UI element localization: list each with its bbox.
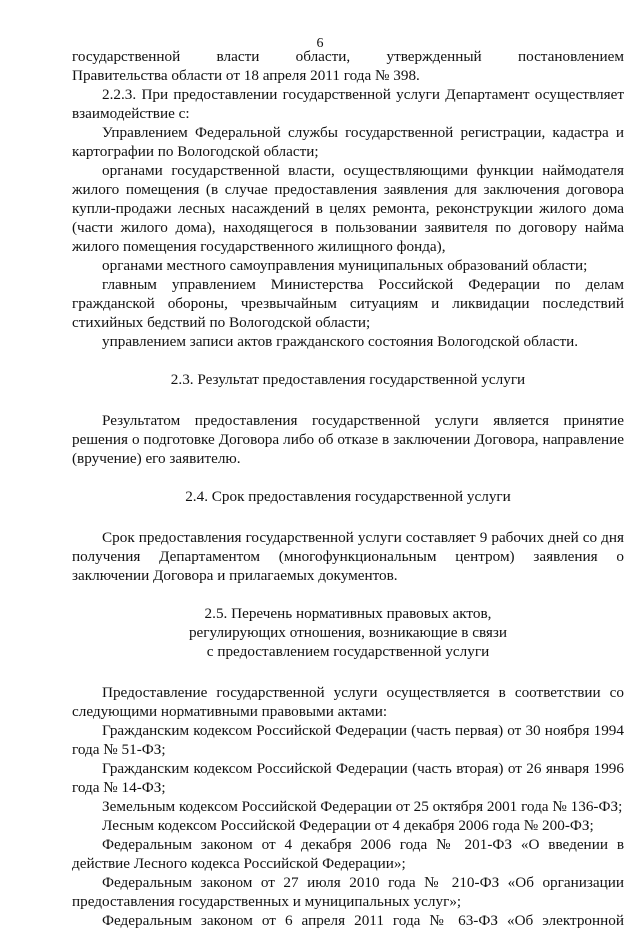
page-number: 6 <box>316 36 324 51</box>
paragraph-continuation-end: Правительства области от 18 апреля 2011 года № 398. <box>72 67 420 84</box>
legal-act-item: Федеральным законом от 4 декабря 2006 года № 201-ФЗ «О введении в действие Лесного кодекса Российской Федерации»; <box>72 836 624 872</box>
list-item-state-authorities: органами государственной власти, осуществляющими функции наймодателя жилого помещения (в случае предоставления заявления для заключения договора купли-продажи лесных насаждений в целях ремонта, реконструкции жилого дома (части жилого дома), находящегося в пользовании заявителя по договору найма жилого помещения государственного жилищного фонда), <box>72 162 624 255</box>
list-item-civil-registry: управлением записи актов гражданского состояния Вологодской области. <box>102 333 579 350</box>
list-item-emergency-ministry: главным управлением Министерства Российской Федерации по делам гражданской обороны, чрезвычайным ситуациям и ликвидации последствий стихийных бедствий по Вологодской области; <box>72 276 624 331</box>
list-item-local-government: органами местного самоуправления муниципальных образований области; <box>102 257 588 274</box>
section-text-2-4: Срок предоставления государственной услуги составляет 9 рабочих дней со дня получения Департаментом (многофункциональным центром) заявления о заключении Договора и прилагаемых документов. <box>72 529 624 584</box>
section-heading-2-5-line2: регулирующих отношения, возникающие в связи <box>188 624 508 641</box>
section-heading-2-5-line1: 2.5. Перечень нормативных правовых актов, <box>204 605 492 622</box>
legal-act-item: Гражданским кодексом Российской Федерации (часть первая) от 30 ноября 1994 года № 51-ФЗ; <box>72 722 624 758</box>
legal-act-item: Лесным кодексом Российской Федерации от 4 декабря 2006 года № 200-ФЗ; <box>102 817 594 834</box>
section-intro-2-5: Предоставление государственной услуги осуществляется в соответствии со следующими нормативными правовыми актами: <box>72 684 624 720</box>
section-text-2-3: Результатом предоставления государственной услуги является принятие решения о подготовке Договора либо об отказе в заключении Договора, направление (вручение) его заявителю. <box>72 412 624 467</box>
section-heading-2-4: 2.4. Срок предоставления государственной услуги <box>185 488 511 505</box>
legal-act-item: Федеральным законом от 6 апреля 2011 года № 63-ФЗ «Об электронной <box>102 912 624 929</box>
paragraph-2-2-3: 2.2.3. При предоставлении государственной услуги Департамент осуществляет взаимодействие с: <box>72 86 624 122</box>
section-heading-2-3: 2.3. Результат предоставления государственной услуги <box>170 371 526 388</box>
section-heading-2-5-line3: с предоставлением государственной услуги <box>206 643 490 660</box>
paragraph-continuation: государственной власти области, утвержденный постановлением <box>72 48 624 65</box>
legal-act-item: Федеральным законом от 27 июля 2010 года № 210-ФЗ «Об организации предоставления государственных и муниципальных услуг»; <box>72 874 624 910</box>
legal-act-item: Земельным кодексом Российской Федерации от 25 октября 2001 года № 136-ФЗ; <box>102 798 623 815</box>
list-item-rosreestr: Управлением Федеральной службы государственной регистрации, кадастра и картографии по Вологодской области; <box>72 124 624 160</box>
document-body <box>72 47 624 930</box>
legal-act-item: Гражданским кодексом Российской Федерации (часть вторая) от 26 января 1996 года № 14-ФЗ; <box>72 760 624 796</box>
